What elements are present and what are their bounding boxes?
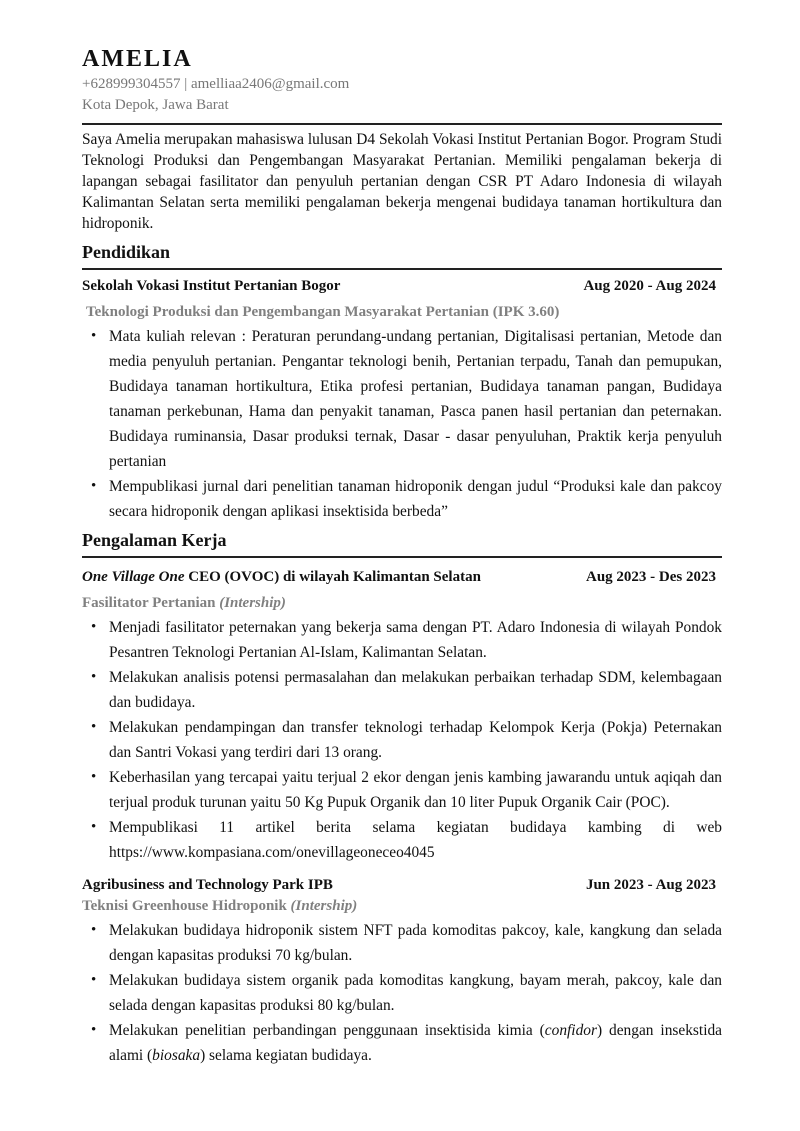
experience-role	[82, 593, 722, 613]
list-item	[82, 968, 722, 1018]
bullet-text: Melakukan analisis potensi permasalahan dan melakukan perbaikan terhadap SDM, kelembagaan dan budidaya.	[109, 669, 722, 711]
section-divider-experience	[82, 556, 722, 558]
section-title-education: Pendidikan	[82, 242, 171, 262]
bullet-text-italic: confidor	[544, 1022, 597, 1039]
section-title-experience: Pengalaman Kerja	[82, 530, 227, 550]
section-divider-education	[82, 268, 722, 270]
role-type: (Intership)	[219, 595, 286, 611]
bullet-text: Menjadi fasilitator peternakan yang bekerja sama dengan PT. Adaro Indonesia di wilayah Pondok Pesantren Teknologi Pertanian Al-Islam, Kalimantan Selatan.	[109, 619, 722, 661]
bullet-text: Mata kuliah relevan : Peraturan perundang-undang pertanian, Digitalisasi pertanian, Metode dan media penyuluh pertanian. Pengantar teknologi benih, Pertanian terpadu, Tanah dan pemupukan, Budidaya tanaman hortikultura, Etika profesi pertanian, Budidaya tanaman pangan, Budidaya tanaman perkebunan, Hama dan penyakit tanaman, Pasca panen hasil pertanian dan peternakan. Budidaya ruminansia, Dasar produksi ternak, Dasar - dasar penyuluhan, Praktik kerja penyuluh pertanian	[109, 328, 722, 470]
bullet-text: Mempublikasi jurnal dari penelitian tanaman hidroponik dengan judul “Produksi kale dan pakcoy secara hidroponik dengan aplikasi insektisida berbeda”	[109, 478, 722, 520]
education-bullets	[82, 324, 722, 524]
list-item	[82, 615, 722, 665]
resume-page	[82, 44, 722, 1068]
summary-paragraph: Saya Amelia merupakan mahasiswa lulusan D4 Sekolah Vokasi Institut Pertanian Bogor. Program Studi Teknologi Produksi dan Pengembangan Masyarakat Pertanian. Memiliki pengalaman bekerja di lapangan sebagai fasilitator dan penyuluh pertanian dengan CSR PT Adaro Indonesia di wilayah Kalimantan Selatan serta memiliki pengalaman bekerja mengenai budidaya tanaman hortikultura dan hidroponik.	[82, 131, 722, 232]
education-entry-header	[82, 276, 722, 297]
experience-entry-header	[82, 567, 722, 588]
bullet-text: Melakukan budidaya hidroponik sistem NFT pada komoditas pakcoy, kale, kangkung dan selada dengan kapasitas produksi 70 kg/bulan.	[109, 922, 722, 964]
bullet-text: ) selama kegiatan budidaya.	[200, 1047, 372, 1064]
bullet-text: Keberhasilan yang tercapai yaitu terjual 2 ekor dengan jenis kambing jawarandu untuk aqiqah dan terjual produk turunan yaitu 50 Kg Pupuk Organik dan 10 liter Pupuk Organik Cair (POC).	[109, 769, 722, 811]
contact-line: +628999304557 | amelliaa2406@gmail.com	[82, 76, 350, 92]
list-item	[82, 918, 722, 968]
list-item	[82, 324, 722, 474]
list-item	[82, 715, 722, 765]
bullet-text-italic: biosaka	[152, 1047, 201, 1064]
experience-date: Jun 2023 - Aug 2023	[585, 877, 716, 893]
list-item	[82, 665, 722, 715]
list-item	[82, 815, 722, 865]
organization-name-italic: One Village One	[82, 569, 185, 585]
organization-name	[82, 875, 333, 896]
list-item	[82, 1018, 722, 1068]
role-type: (Intership)	[290, 898, 358, 914]
list-item	[82, 765, 722, 815]
experience-role	[82, 896, 722, 916]
institution-name: Sekolah Vokasi Institut Pertanian Bogor	[82, 278, 341, 294]
experience-date: Aug 2023 - Des 2023	[586, 569, 716, 585]
organization-name	[82, 567, 481, 588]
experience-bullets	[82, 615, 722, 865]
bullet-text: Mempublikasi 11 artikel berita selama kegiatan budidaya kambing di web https://www.kompasiana.com/onevillageoneceo4045	[109, 819, 722, 861]
header-divider	[82, 123, 722, 125]
list-item	[82, 474, 722, 524]
organization-name-rest: Agribusiness and Technology Park IPB	[82, 877, 333, 893]
experience-bullets	[82, 918, 722, 1068]
bullet-text: Melakukan penelitian perbandingan penggunaan insektisida kimia (	[109, 1022, 545, 1039]
candidate-name: AMELIA	[82, 46, 193, 72]
role-title: Teknisi Greenhouse Hidroponik	[82, 898, 291, 914]
bullet-text: Melakukan pendampingan dan transfer teknologi terhadap Kelompok Kerja (Pokja) Peternakan dan Santri Vokasi yang terdiri dari 13 orang.	[109, 719, 722, 761]
experience-entry-header	[82, 875, 722, 896]
location: Kota Depok, Jawa Barat	[82, 97, 229, 113]
organization-name-rest: CEO (OVOC) di wilayah Kalimantan Selatan	[184, 569, 481, 585]
role-title: Fasilitator Pertanian	[82, 595, 220, 611]
education-date: Aug 2020 - Aug 2024	[583, 278, 716, 294]
education-program: Teknologi Produksi dan Pengembangan Masyarakat Pertanian (IPK 3.60)	[86, 304, 560, 320]
bullet-text: Melakukan budidaya sistem organik pada komoditas kangkung, bayam merah, pakcoy, kale dan selada dengan kapasitas produksi 80 kg/bulan.	[109, 972, 722, 1014]
bullet-text: ) dengan insekstida alami (	[109, 1022, 722, 1064]
